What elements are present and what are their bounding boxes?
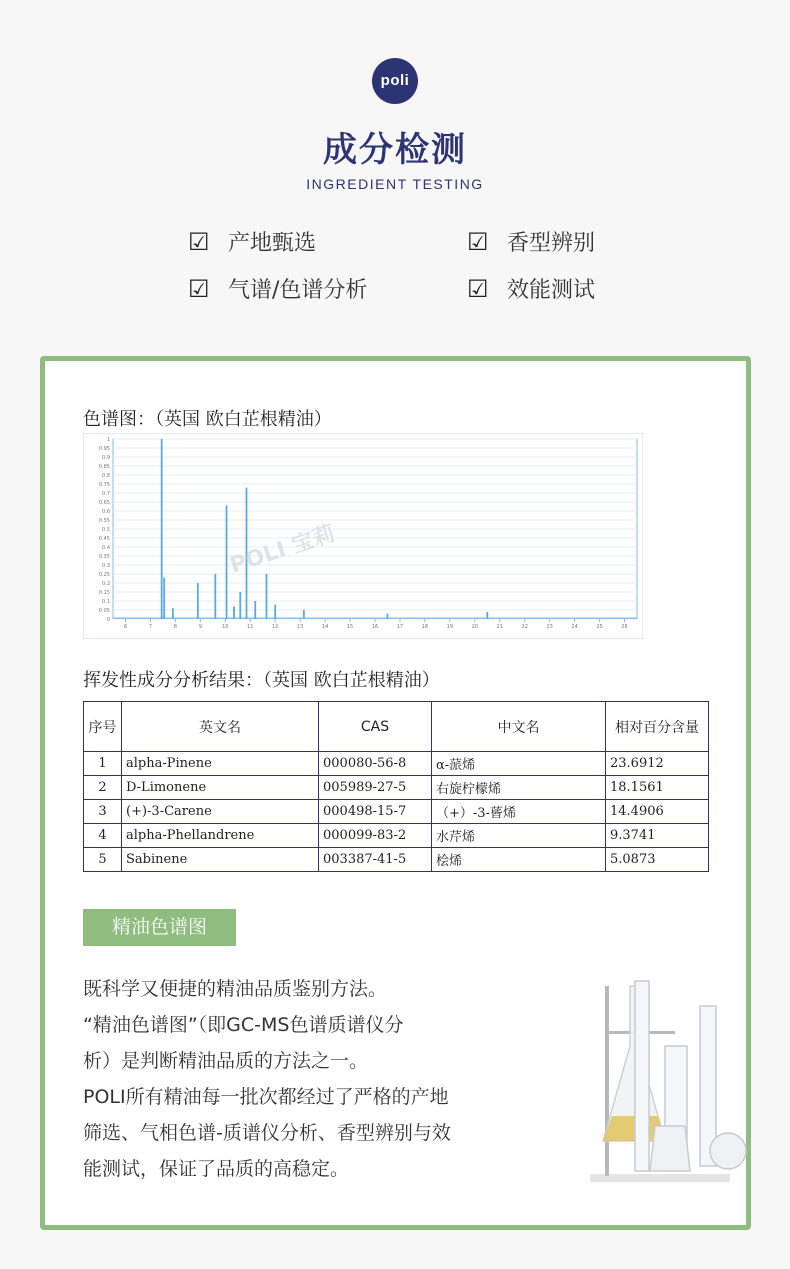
page-subtitle: INGREDIENT TESTING: [306, 176, 484, 192]
y-tick-label: 0.45: [98, 536, 110, 542]
chart-watermark: POLI 宝莉: [227, 521, 339, 579]
cell-english: alpha-Phellandrene: [122, 824, 319, 848]
x-tick-label: 23: [546, 624, 553, 630]
x-tick-label: 10: [222, 624, 229, 630]
cell-percent: 9.3741: [606, 824, 709, 848]
cell-chinese: 右旋柠檬烯: [432, 776, 606, 800]
x-tick-label: 22: [521, 624, 528, 630]
cell-percent: 14.4906: [606, 800, 709, 824]
y-tick-label: 0.65: [98, 500, 110, 506]
col-header-cas: CAS: [319, 702, 432, 752]
x-tick-label: 20: [471, 624, 478, 630]
feature-label: 产地甄选: [228, 231, 317, 256]
table-row: [84, 752, 709, 776]
y-tick-label: 1: [106, 437, 110, 443]
x-tick-label: 17: [396, 624, 404, 630]
chromatogram-chart: [83, 433, 643, 639]
info-line: “精油色谱图”（即GC-MS色谱质谱仪分: [83, 1014, 404, 1036]
y-tick-label: 0.25: [98, 572, 110, 578]
info-line: 筛选、气相色谱-质谱仪分析、香型辨别与效: [83, 1122, 451, 1144]
cell-index: 2: [84, 776, 122, 800]
table-row: [84, 824, 709, 848]
check-icon: ☑: [467, 274, 489, 303]
cell-index: 1: [84, 752, 122, 776]
cell-chinese: （+）-3-蒈烯: [432, 800, 606, 824]
info-line: POLI所有精油每一批次都经过了严格的产地: [83, 1086, 449, 1108]
x-tick-label: 19: [446, 624, 454, 630]
cell-chinese: 桧烯: [432, 848, 606, 872]
col-header-index: 序号: [84, 702, 122, 752]
table-row: [84, 800, 709, 824]
col-header-percent: 相对百分含量: [606, 702, 709, 752]
cell-english: alpha-Pinene: [122, 752, 319, 776]
cell-index: 5: [84, 848, 122, 872]
table-row: [84, 776, 709, 800]
lab-glassware-icon: [560, 976, 755, 1186]
x-tick-label: 8: [173, 624, 177, 630]
cell-english: D-Limonene: [122, 776, 319, 800]
cell-index: 3: [84, 800, 122, 824]
y-tick-label: 0.2: [102, 581, 110, 587]
page-title: 成分检测: [323, 130, 467, 170]
y-tick-label: 0.5: [102, 527, 110, 533]
feature-label: 效能测试: [507, 278, 596, 303]
check-icon: ☑: [188, 274, 210, 303]
feature-label: 气谱/色谱分析: [228, 278, 368, 303]
analysis-table: [83, 701, 709, 872]
x-tick-label: 15: [346, 624, 354, 630]
col-header-chinese: 中文名: [432, 702, 606, 752]
x-tick-label: 11: [247, 624, 254, 630]
x-tick-label: 12: [272, 624, 279, 630]
cell-percent: 5.0873: [606, 848, 709, 872]
x-tick-label: 6: [123, 624, 128, 630]
info-line: 既科学又便捷的精油品质鉴别方法。: [83, 978, 388, 1000]
x-tick-label: 14: [321, 624, 329, 630]
x-tick-label: 25: [596, 624, 603, 630]
feature-item: [188, 273, 367, 304]
y-tick-label: 0.8: [102, 473, 110, 479]
cell-english: (+)-3-Carene: [122, 800, 319, 824]
cell-cas: 000080-56-8: [319, 752, 432, 776]
cell-cas: 003387-41-5: [319, 848, 432, 872]
x-tick-label: 13: [296, 624, 304, 630]
y-tick-label: 0.7: [102, 491, 110, 497]
cell-chinese: 水芹烯: [432, 824, 606, 848]
y-tick-label: 0.85: [98, 464, 110, 470]
x-tick-label: 24: [571, 624, 578, 630]
header: [0, 0, 790, 350]
table-header-row: [84, 702, 709, 752]
cell-english: Sabinene: [122, 848, 319, 872]
check-icon: ☑: [467, 227, 489, 256]
table-heading: 挥发性成分分析结果：（英国 欧白芷根精油）: [83, 670, 440, 691]
info-line: 析）是判断精油品质的方法之一。: [83, 1050, 369, 1072]
cell-cas: 000498-15-7: [319, 800, 432, 824]
table-row: [84, 848, 709, 872]
chromatogram-svg: [83, 433, 643, 639]
y-tick-label: 0.55: [98, 518, 110, 524]
poli-logo: poli: [372, 58, 418, 104]
cell-percent: 18.1561: [606, 776, 709, 800]
check-icon: ☑: [188, 227, 210, 256]
x-tick-label: 18: [421, 624, 429, 630]
y-tick-label: 0.6: [102, 509, 110, 515]
y-tick-label: 0.4: [102, 545, 110, 551]
cell-cas: 000099-83-2: [319, 824, 432, 848]
cell-percent: 23.6912: [606, 752, 709, 776]
y-tick-label: 0.3: [102, 563, 110, 569]
x-tick-label: 16: [371, 624, 379, 630]
feature-item: [188, 226, 316, 257]
y-tick-label: 0.9: [102, 455, 110, 461]
y-tick-label: 0.05: [98, 608, 110, 614]
y-tick-label: 0.1: [102, 599, 110, 605]
feature-item: [467, 273, 595, 304]
y-tick-label: 0.95: [98, 446, 110, 452]
feature-item: [467, 226, 595, 257]
y-tick-label: 0: [106, 617, 110, 623]
y-tick-label: 0.75: [98, 482, 110, 488]
x-tick-label: 26: [621, 624, 628, 630]
x-tick-label: 21: [496, 624, 503, 630]
x-tick-label: 9: [198, 624, 202, 630]
x-tick-label: 7: [148, 624, 153, 630]
col-header-english: 英文名: [122, 702, 319, 752]
y-tick-label: 0.35: [98, 554, 110, 560]
cell-chinese: α-蒎烯: [432, 752, 606, 776]
y-tick-label: 0.15: [98, 590, 110, 596]
chart-heading: 色谱图：（英国 欧白芷根精油）: [83, 409, 332, 430]
feature-label: 香型辨别: [507, 231, 596, 256]
content-card: [40, 356, 751, 1230]
info-line: 能测试，保证了品质的高稳定。: [83, 1158, 350, 1180]
cell-cas: 005989-27-5: [319, 776, 432, 800]
info-paragraph: [83, 971, 503, 1187]
info-badge: 精油色谱图: [83, 909, 236, 946]
cell-index: 4: [84, 824, 122, 848]
